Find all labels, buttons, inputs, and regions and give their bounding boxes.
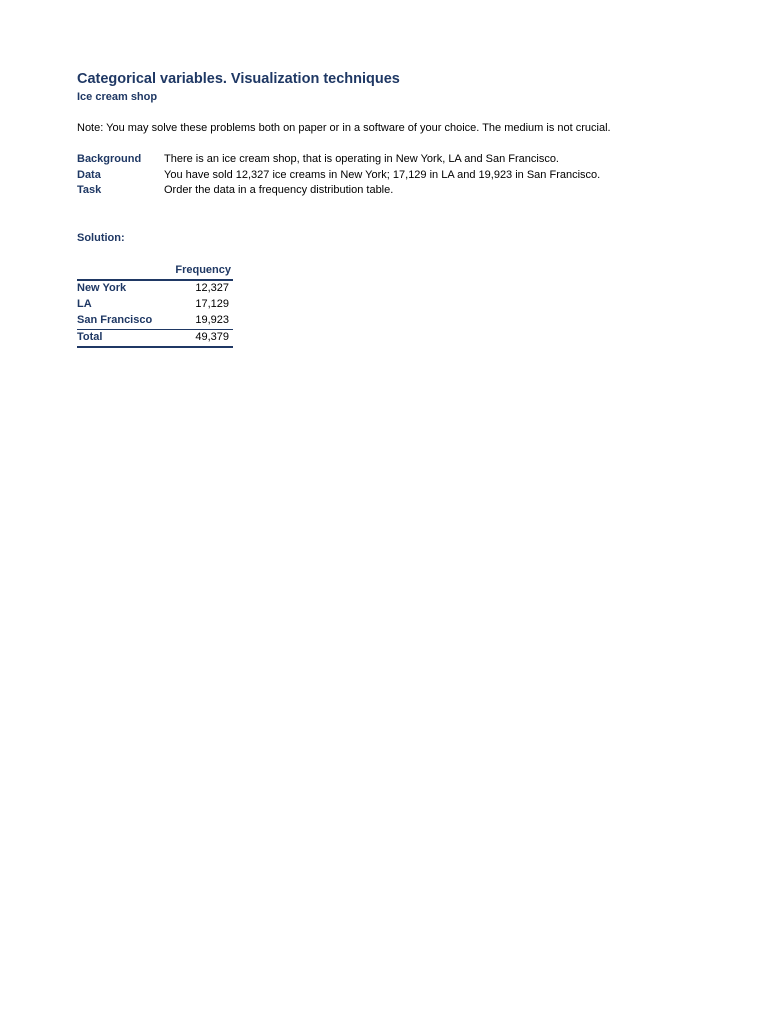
table-header-row xyxy=(77,263,233,280)
table-row xyxy=(77,313,233,330)
info-label-task: Task xyxy=(77,184,102,196)
info-label-background: Background xyxy=(77,153,142,165)
table-total-label: Total xyxy=(77,331,103,343)
table-cell-frequency: 19,923 xyxy=(195,314,229,326)
table-cell-category: San Francisco xyxy=(77,314,153,326)
info-text-background: There is an ice cream shop, that is operating in New York, LA and San Francisco. xyxy=(164,153,559,165)
document-page xyxy=(77,70,737,348)
table-cell-category: LA xyxy=(77,298,92,310)
table-cell-frequency: 12,327 xyxy=(195,282,229,294)
info-text-task: Order the data in a frequency distribution table. xyxy=(164,184,394,196)
page-title: Categorical variables. Visualization techniques xyxy=(77,71,400,87)
table-total-value: 49,379 xyxy=(195,331,229,343)
table-header-frequency: Frequency xyxy=(175,264,231,276)
info-row-task xyxy=(77,183,737,199)
table-header-category xyxy=(77,263,165,280)
info-row-data xyxy=(77,168,737,184)
table-cell-frequency: 17,129 xyxy=(195,298,229,310)
table-row xyxy=(77,280,233,297)
frequency-table xyxy=(77,263,233,348)
table-row xyxy=(77,297,233,313)
note-text: Note: You may solve these problems both on paper or in a software of your choice. The medium is not crucial. xyxy=(77,122,611,134)
solution-label: Solution: xyxy=(77,231,125,244)
problem-info xyxy=(77,152,737,199)
info-text-data: You have sold 12,327 ice creams in New York; 17,129 in LA and 19,923 in San Francisco. xyxy=(164,168,601,181)
info-label-data: Data xyxy=(77,168,101,181)
table-total-row xyxy=(77,329,233,347)
page-subtitle: Ice cream shop xyxy=(77,91,158,103)
info-row-background xyxy=(77,152,737,168)
table-cell-category: New York xyxy=(77,282,127,294)
